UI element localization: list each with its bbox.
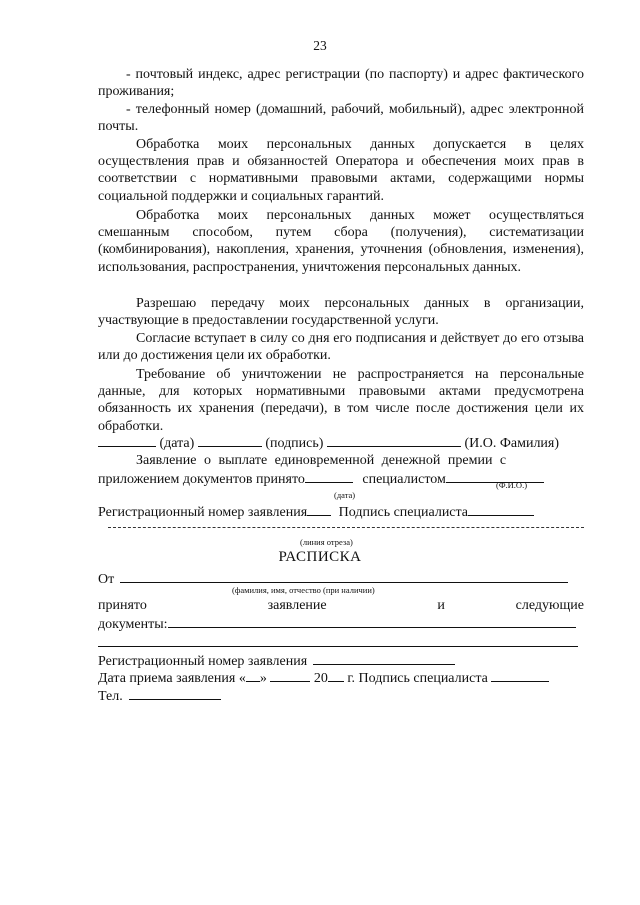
receipt-documents-line [98, 615, 576, 633]
receipt-day-blank[interactable] [246, 669, 260, 682]
paragraph-transfer-permission: Разрешаю передачу моих персональных данных в организации, участвующие в предоставлении государственной услуги. [98, 296, 584, 329]
signature-blank[interactable] [198, 434, 262, 447]
statement-specialist-sign-label: Подпись специалиста [338, 505, 469, 520]
receipt-word-4: следующие [515, 598, 584, 613]
cut-line [108, 527, 584, 528]
statement-fio-caption: (Ф.И.О.) [496, 480, 528, 490]
receipt-documents-blank[interactable] [168, 615, 576, 628]
signature-label: (подпись) [265, 436, 324, 451]
receipt-title: РАСПИСКА [278, 549, 362, 565]
paragraph-processing-methods: Обработка моих персональных данных может осуществляться смешанным способом, путем сбора (получения), систематизации (комбинирования), накопления, хранения, уточнения (обновления, изменения), использования, распространения, уничтожения персональных данных. [98, 208, 584, 275]
receipt-from-label: От [98, 572, 115, 587]
name-blank[interactable] [327, 434, 461, 447]
statement-specialist-blank[interactable] [446, 470, 544, 483]
statement-specialist-sign-blank[interactable] [468, 503, 534, 516]
receipt-specialist-sign-label: г. Подпись специалиста [347, 671, 488, 686]
paragraph-consent-validity: Согласие вступает в силу со дня его подписания и действует до его отзыва или до достижения цели их обработки. [98, 331, 584, 364]
statement-reg-line [98, 503, 534, 521]
statement-specialist-label: специалистом [362, 472, 446, 487]
statement-text-1: Заявление о выплате единовременной денежной премии с [136, 453, 507, 468]
receipt-month-blank[interactable] [270, 669, 310, 682]
paragraph-destruction-requirement: Требование об уничтожении не распространяется на персональные данные, для которых нормативными правовыми актами предусмотрена обязанность их хранения (передачи), в том числе после достижения цели их обработки. [98, 367, 584, 434]
paragraph-phone-email: - телефонный номер (домашний, рабочий, мобильный), адрес электронной почты. [98, 102, 584, 135]
receipt-reg-number-blank[interactable] [313, 652, 455, 665]
statement-line-2 [98, 470, 544, 488]
receipt-reg-line [98, 652, 455, 670]
page-number: 23 [313, 38, 327, 53]
receipt-phone-blank[interactable] [129, 687, 221, 700]
paragraph-postal-address: - почтовый индекс, адрес регистрации (по паспорту) и адрес фактического проживания; [98, 67, 584, 100]
name-label: (И.О. Фамилия) [464, 436, 560, 451]
cut-line-caption: (линия отреза) [300, 537, 353, 547]
signature-line [98, 434, 559, 452]
receipt-documents-label: документы: [98, 617, 168, 632]
receipt-phone-line [98, 687, 221, 705]
receipt-reg-number-label: Регистрационный номер заявления [98, 654, 308, 669]
statement-accepted-label: приложением документов принято [98, 472, 305, 487]
receipt-word-2: заявление [267, 598, 327, 613]
receipt-date-label: Дата приема заявления « [98, 671, 246, 686]
receipt-date-quote: » [259, 671, 267, 686]
receipt-documents-extra-line[interactable] [98, 646, 578, 647]
receipt-phone-label: Тел. [98, 689, 123, 704]
receipt-from-blank[interactable] [120, 570, 568, 583]
statement-date-caption: (дата) [334, 490, 356, 500]
receipt-from-caption: (фамилия, имя, отчество (при наличии) [232, 585, 375, 595]
date-blank[interactable] [98, 434, 156, 447]
statement-line-1 [136, 452, 584, 469]
receipt-specialist-sign-blank[interactable] [491, 669, 549, 682]
paragraph-processing-purpose: Обработка моих персональных данных допускается в целях осуществления прав и обязанностей Оператора и обеспечения моих прав в соответствии с нормативными правовыми актами, содержащими нормы социальной поддержки и социальных гарантий. [98, 137, 584, 204]
receipt-word-1: принято [98, 598, 147, 613]
date-label: (дата) [159, 436, 195, 451]
statement-date-blank[interactable] [305, 470, 353, 483]
receipt-accepted-line [98, 598, 584, 614]
receipt-year-prefix: 20 [313, 671, 328, 686]
receipt-word-3: и [437, 598, 445, 613]
statement-reg-number-blank[interactable] [307, 503, 331, 516]
statement-reg-number-label: Регистрационный номер заявления [98, 505, 308, 520]
receipt-year-blank[interactable] [328, 669, 344, 682]
receipt-date-line [98, 669, 549, 687]
